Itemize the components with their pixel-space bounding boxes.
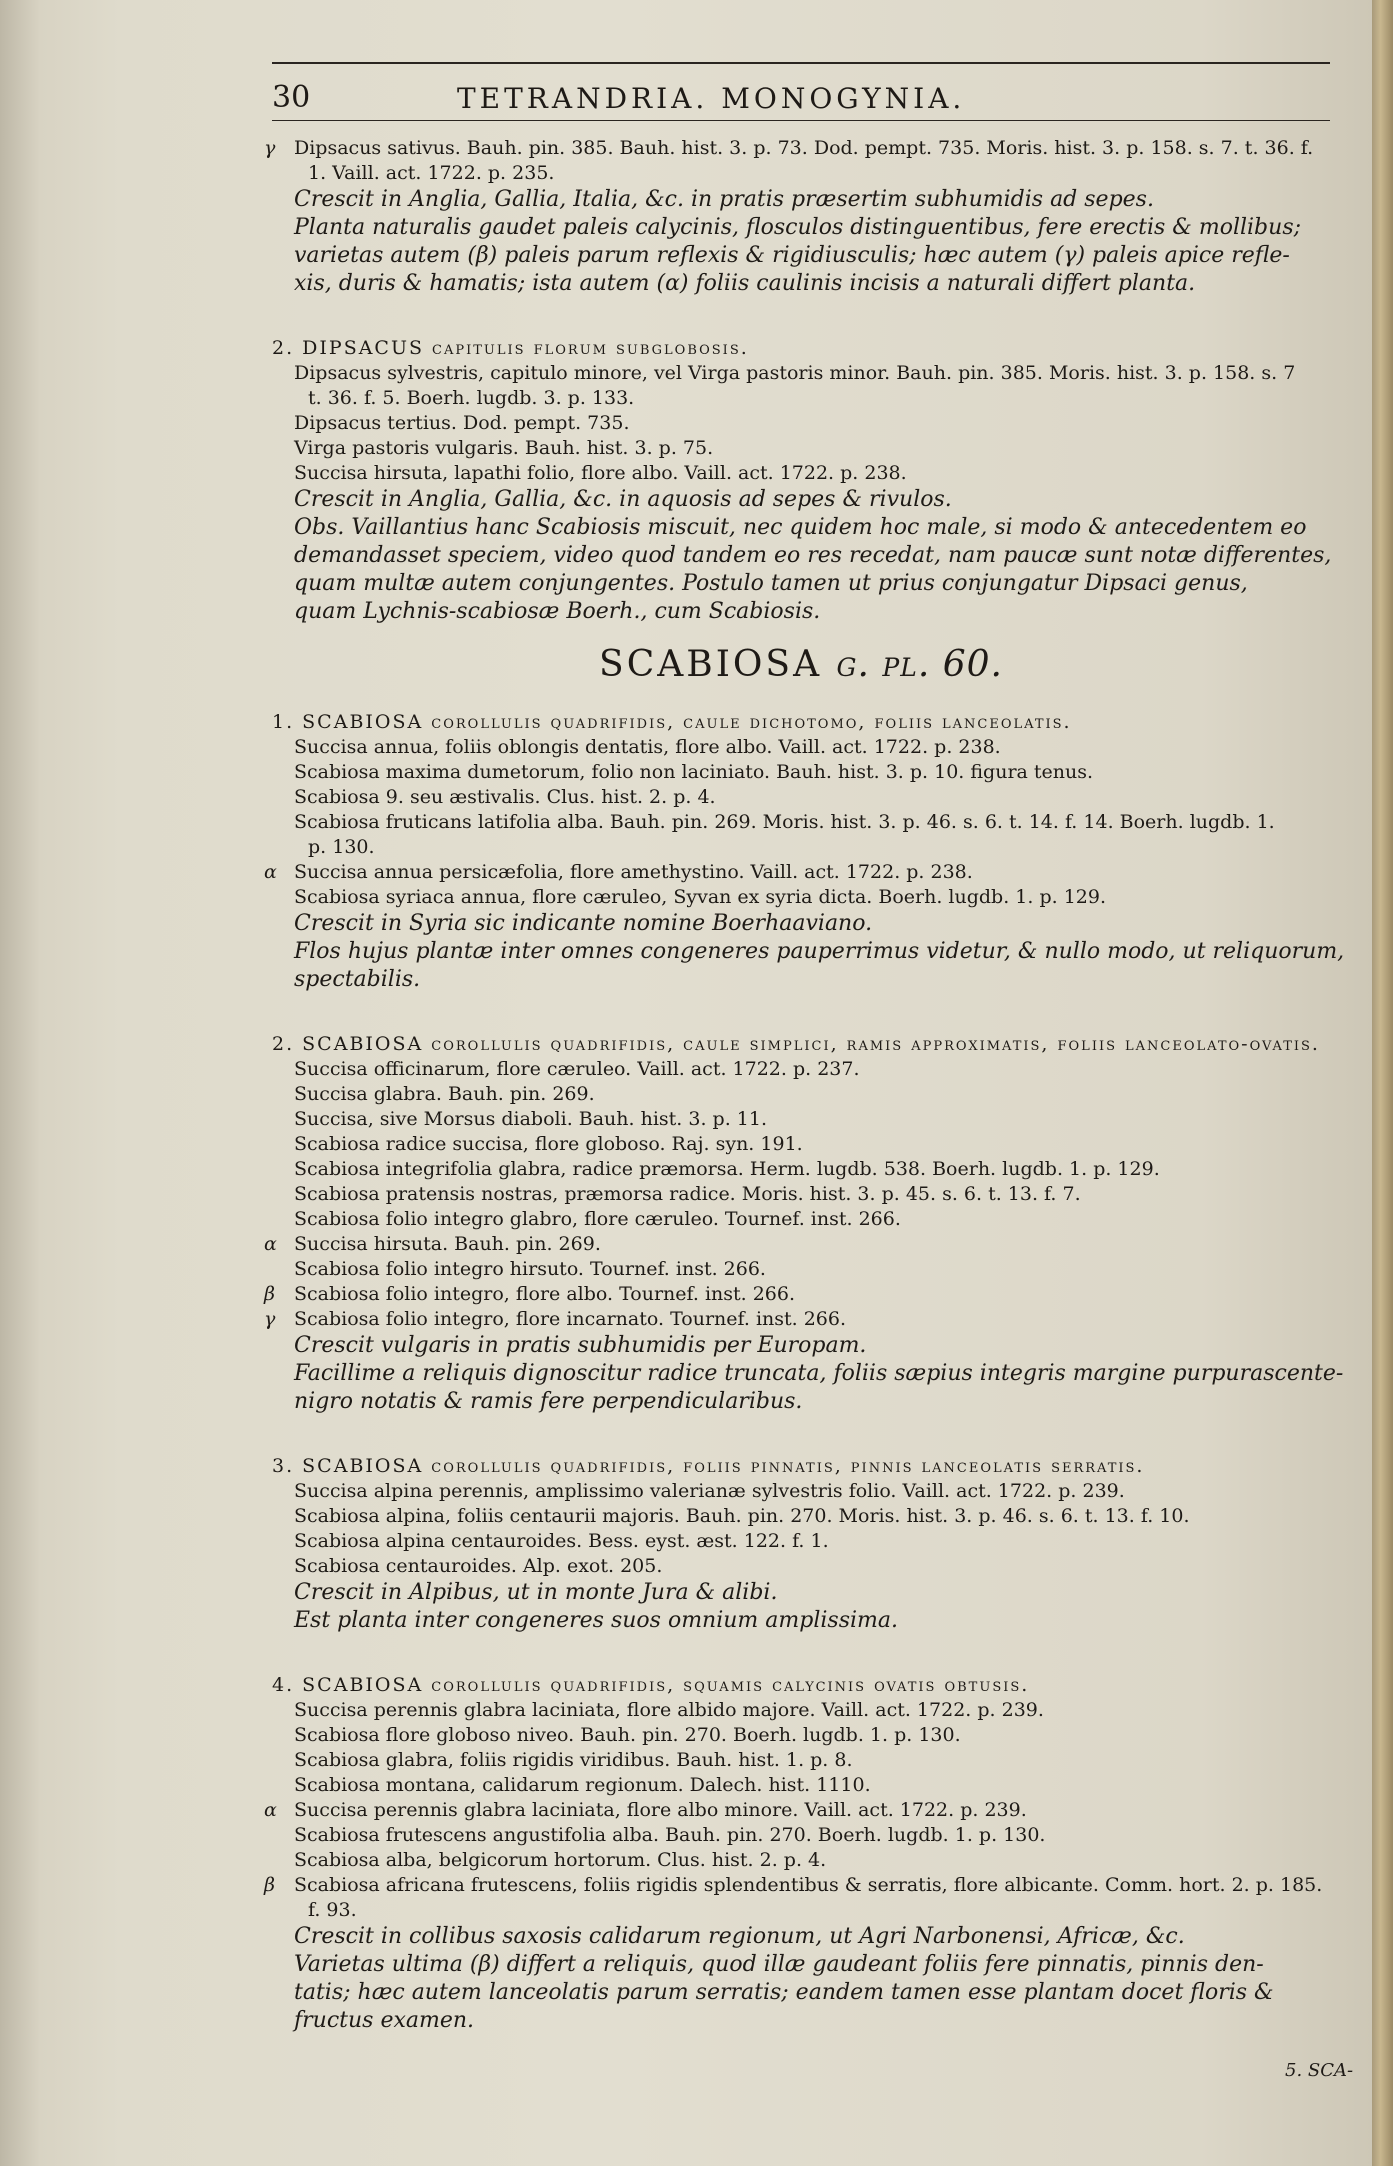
text-line: [272, 161, 1330, 186]
line-text: Scabiosa integrifolia glabra, radice præmorsa. Herm. lugdb. 538. Boerh. lugdb. 1. p. 129.: [294, 1158, 1160, 1180]
line-text: Succisa hirsuta. Bauh. pin. 269.: [294, 1233, 601, 1255]
line-text: Scabiosa radice succisa, flore globoso. Raj. syn. 191.: [294, 1133, 803, 1155]
text-line: [264, 136, 1330, 161]
line-text: quam Lychnis-scabiosæ Boerh., cum Scabiosis.: [294, 599, 821, 624]
line-text: varietas autem (β) paleis parum reflexis & rigidiusculis; hæc autem (γ) paleis apice refle-: [294, 243, 1290, 268]
line-text: 3. SCABIOSA corollulis quadrifidis, foliis pinnatis, pinnis lanceolatis serratis.: [272, 1455, 1145, 1477]
text-line: [272, 966, 1330, 994]
line-text: Succisa hirsuta, lapathi folio, flore albo. Vaill. act. 1722. p. 238.: [294, 462, 907, 484]
text-line: [272, 361, 1330, 386]
species-entry: [264, 710, 1345, 994]
line-text: tatis; hæc autem lanceolatis parum serratis; eandem tamen esse plantam docet floris &: [294, 1980, 1274, 2005]
line-text: 1. SCABIOSA corollulis quadrifidis, caule dichotomo, foliis lanceolatis.: [272, 711, 1072, 733]
text-line: [272, 1748, 1330, 1773]
line-text: 4. SCABIOSA corollulis quadrifidis, squamis calycinis ovatis obtusis.: [272, 1674, 1030, 1696]
text-line: [272, 242, 1330, 270]
line-text: Crescit in Anglia, Gallia, &c. in aquosis ad sepes & rivulos.: [294, 487, 952, 512]
text-line: [272, 486, 1330, 514]
text-line: [272, 1107, 1330, 1132]
page-body: [264, 136, 1345, 2035]
text-line: [272, 1504, 1330, 1529]
block-gap: [272, 994, 1330, 1032]
text-line: [272, 1454, 1330, 1479]
catchword: 5. SCA-: [1285, 2060, 1354, 2081]
running-header: [272, 74, 1330, 118]
text-line: [272, 1157, 1330, 1182]
text-line: [272, 1554, 1330, 1579]
line-text: Succisa perennis glabra laciniata, flore albo minore. Vaill. act. 1722. p. 239.: [294, 1799, 1027, 1821]
scabiosa-section: [264, 710, 1345, 2035]
line-text: p. 130.: [308, 836, 375, 858]
text-line: [272, 1332, 1330, 1360]
line-text: Scabiosa glabra, foliis rigidis viridibus. Bauh. hist. 1. p. 8.: [294, 1749, 853, 1771]
text-line: [264, 1798, 1330, 1823]
line-text: 2. SCABIOSA corollulis quadrifidis, caule simplici, ramis approximatis, foliis lanceolato-ovatis.: [272, 1033, 1320, 1055]
line-text: Scabiosa folio integro, flore incarnato. Tournef. inst. 266.: [294, 1308, 847, 1330]
page-title: TETRANDRIA. MONOGYNIA.: [457, 82, 966, 115]
text-line: [272, 910, 1330, 938]
text-line: [272, 810, 1330, 835]
line-text: quam multæ autem conjungentes. Postulo tamen ut prius conjungatur Dipsaci genus,: [294, 571, 1248, 596]
text-line: [272, 1257, 1330, 1282]
genus-name: SCABIOSA: [599, 644, 823, 685]
text-line: [272, 1032, 1330, 1057]
text-line: [272, 570, 1330, 598]
line-text: Succisa officinarum, flore cæruleo. Vaill. act. 1722. p. 237.: [294, 1058, 860, 1080]
line-text: Scabiosa alpina, foliis centaurii majoris. Bauh. pin. 270. Moris. hist. 3. p. 46. s. 6. t. 13. f. 10.: [294, 1505, 1190, 1527]
line-text: spectabilis.: [294, 967, 421, 992]
genus-heading: [272, 626, 1330, 710]
line-text: 2. DIPSACUS capitulis florum subglobosis.: [272, 337, 749, 359]
line-text: Scabiosa frutescens angustifolia alba. Bauh. pin. 270. Boerh. lugdb. 1. p. 130.: [294, 1824, 1046, 1846]
line-text: t. 36. f. 5. Boerh. lugdb. 3. p. 133.: [308, 387, 635, 409]
block-gap: [272, 1416, 1330, 1454]
text-line: [272, 1057, 1330, 1082]
line-text: Scabiosa syriaca annua, flore cæruleo, Syvan ex syria dicta. Boerh. lugdb. 1. p. 129.: [294, 886, 1106, 908]
variety-marker: γ: [264, 1308, 276, 1330]
line-text: Crescit in Anglia, Gallia, Italia, &c. in pratis præsertim subhumidis ad sepes.: [294, 187, 1154, 212]
text-line: [272, 1132, 1330, 1157]
text-line: [264, 1307, 1330, 1332]
line-text: Scabiosa folio integro glabro, flore cæruleo. Tournef. inst. 266.: [294, 1208, 901, 1230]
text-line: [272, 214, 1330, 242]
variety-marker: β: [264, 1283, 275, 1305]
line-text: Crescit in collibus saxosis calidarum regionum, ut Agri Narbonensi, Africæ, &c.: [294, 1924, 1185, 1949]
text-line: [272, 735, 1330, 760]
text-line: [272, 270, 1330, 298]
text-line: [272, 2007, 1330, 2035]
line-text: Succisa, sive Morsus diaboli. Bauh. hist. 3. p. 11.: [294, 1108, 768, 1130]
line-text: Scabiosa folio integro hirsuto. Tournef. inst. 266.: [294, 1258, 766, 1280]
variety-marker: α: [264, 1799, 277, 1821]
text-line: [272, 1607, 1330, 1635]
text-line: [264, 1232, 1330, 1257]
line-text: Dipsacus tertius. Dod. pempt. 735.: [294, 412, 630, 434]
line-text: Scabiosa africana frutescens, foliis rigidis splendentibus & serratis, flore albicante. Comm. hort. 2. p. 185.: [294, 1874, 1323, 1896]
block-gap: [272, 1635, 1330, 1673]
text-line: [272, 461, 1330, 486]
text-line: [272, 1673, 1330, 1698]
line-text: fructus examen.: [294, 2008, 475, 2033]
header-rule-bottom: [272, 120, 1330, 121]
text-line: [272, 760, 1330, 785]
line-text: Scabiosa folio integro, flore albo. Tournef. inst. 266.: [294, 1283, 796, 1305]
text-line: [272, 411, 1330, 436]
text-line: [272, 1579, 1330, 1607]
line-text: Scabiosa centauroides. Alp. exot. 205.: [294, 1555, 663, 1577]
text-line: [272, 336, 1330, 361]
variety-marker: γ: [264, 137, 276, 159]
line-text: Flos hujus plantæ inter omnes congeneres pauperrimus videtur, & nullo modo, ut reliquorum,: [294, 939, 1345, 964]
text-line: [272, 1823, 1330, 1848]
line-text: Dipsacus sativus. Bauh. pin. 385. Bauh. hist. 3. p. 73. Dod. pempt. 735. Moris. hist. 3. p. 158. s. 7. t. 36. f.: [294, 137, 1314, 159]
text-line: [272, 938, 1345, 966]
variety-marker: α: [264, 1233, 277, 1255]
block-gap: [272, 298, 1330, 336]
line-text: Scabiosa pratensis nostras, præmorsa radice. Moris. hist. 3. p. 45. s. 6. t. 13. f. 7.: [294, 1183, 1081, 1205]
text-line: [272, 1923, 1330, 1951]
line-text: Scabiosa alpina centauroides. Bess. eyst. æst. 122. f. 1.: [294, 1530, 829, 1552]
line-text: Succisa perennis glabra laciniata, flore albido majore. Vaill. act. 1722. p. 239.: [294, 1699, 1044, 1721]
text-block: [272, 336, 1330, 626]
line-text: Obs. Vaillantius hanc Scabiosis miscuit, nec quidem hoc male, si modo & antecedentem eo: [294, 515, 1307, 540]
line-text: xis, duris & hamatis; ista autem (α) foliis caulinis incisis a naturali differt planta.: [294, 271, 1196, 296]
text-line: [272, 1951, 1330, 1979]
text-line: [272, 514, 1330, 542]
text-block: [264, 136, 1330, 298]
header-rule-top: [272, 62, 1330, 64]
line-text: Scabiosa alba, belgicorum hortorum. Clus. hist. 2. p. 4.: [294, 1849, 827, 1871]
page-number: 30: [272, 80, 311, 115]
text-line: [272, 1723, 1330, 1748]
line-text: Succisa alpina perennis, amplissimo valerianæ sylvestris folio. Vaill. act. 1722. p. 239.: [294, 1480, 1125, 1502]
line-text: Succisa glabra. Bauh. pin. 269.: [294, 1083, 595, 1105]
text-line: [272, 1182, 1330, 1207]
line-text: Varietas ultima (β) differt a reliquis, quod illæ gaudeant foliis fere pinnatis, pinnis den-: [294, 1952, 1264, 1977]
text-line: [264, 860, 1330, 885]
line-text: nigro notatis & ramis fere perpendicularibus.: [294, 1389, 803, 1414]
dipsacus-section: [264, 136, 1332, 626]
variety-marker: β: [264, 1874, 275, 1896]
line-text: Scabiosa maxima dumetorum, folio non laciniato. Bauh. hist. 3. p. 10. figura tenus.: [294, 761, 1094, 783]
text-line: [272, 1479, 1330, 1504]
text-line: [272, 785, 1330, 810]
text-line: [272, 835, 1330, 860]
text-line: [264, 1282, 1330, 1307]
line-text: Succisa annua, foliis oblongis dentatis, flore albo. Vaill. act. 1722. p. 238.: [294, 736, 1001, 758]
text-line: [272, 1698, 1330, 1723]
text-line: [272, 1773, 1330, 1798]
line-text: demandasset speciem, video quod tandem eo res recedat, nam paucæ sunt notæ differentes,: [294, 543, 1332, 568]
line-text: 1. Vaill. act. 1722. p. 235.: [308, 162, 555, 184]
line-text: Scabiosa 9. seu æstivalis. Clus. hist. 2. p. 4.: [294, 786, 716, 808]
line-text: Scabiosa flore globoso niveo. Bauh. pin. 270. Boerh. lugdb. 1. p. 130.: [294, 1724, 961, 1746]
line-text: Dipsacus sylvestris, capitulo minore, vel Virga pastoris minor. Bauh. pin. 385. Moris. hist. 3. p. 158. s. 7: [294, 362, 1296, 384]
line-text: Scabiosa montana, calidarum regionum. Dalech. hist. 1110.: [294, 1774, 871, 1796]
species-entry: [272, 1454, 1330, 1635]
line-text: Succisa annua persicæfolia, flore amethystino. Vaill. act. 1722. p. 238.: [294, 861, 973, 883]
line-text: Virga pastoris vulgaris. Bauh. hist. 3. p. 75.: [294, 437, 714, 459]
line-text: Facillime a reliquis dignoscitur radice truncata, foliis sæpius integris margine purpurascente-: [294, 1361, 1344, 1386]
text-line: [272, 186, 1330, 214]
text-line: [272, 436, 1330, 461]
species-entry: [264, 1673, 1330, 2035]
text-line: [272, 1898, 1330, 1923]
text-line: [272, 1979, 1330, 2007]
text-line: [272, 1360, 1344, 1388]
text-line: [272, 386, 1330, 411]
line-text: Crescit in Syria sic indicante nomine Boerhaaviano.: [294, 911, 873, 936]
text-line: [264, 1873, 1330, 1898]
variety-marker: α: [264, 861, 277, 883]
line-text: Planta naturalis gaudet paleis calycinis, flosculos distinguentibus, fere erectis & mollibus;: [294, 215, 1302, 240]
species-entry: [264, 1032, 1344, 1416]
page-edge: [1372, 0, 1393, 2166]
text-line: [272, 542, 1330, 570]
genus-reference: g. pl. 60.: [836, 644, 1003, 685]
text-line: [272, 1388, 1330, 1416]
line-text: Crescit in Alpibus, ut in monte Jura & alibi.: [294, 1580, 778, 1605]
text-line: [272, 1082, 1330, 1107]
text-line: [272, 1207, 1330, 1232]
text-line: [272, 885, 1330, 910]
text-line: [272, 598, 1330, 626]
line-text: f. 93.: [308, 1899, 357, 1921]
text-line: [272, 710, 1330, 735]
line-text: Scabiosa fruticans latifolia alba. Bauh. pin. 269. Moris. hist. 3. p. 46. s. 6. t. 14. f. 14. Boerh. lugdb. 1.: [294, 811, 1275, 833]
text-line: [272, 1529, 1330, 1554]
line-text: Crescit vulgaris in pratis subhumidis per Europam.: [294, 1333, 867, 1358]
text-line: [272, 1848, 1330, 1873]
line-text: Est planta inter congeneres suos omnium amplissima.: [294, 1608, 899, 1633]
